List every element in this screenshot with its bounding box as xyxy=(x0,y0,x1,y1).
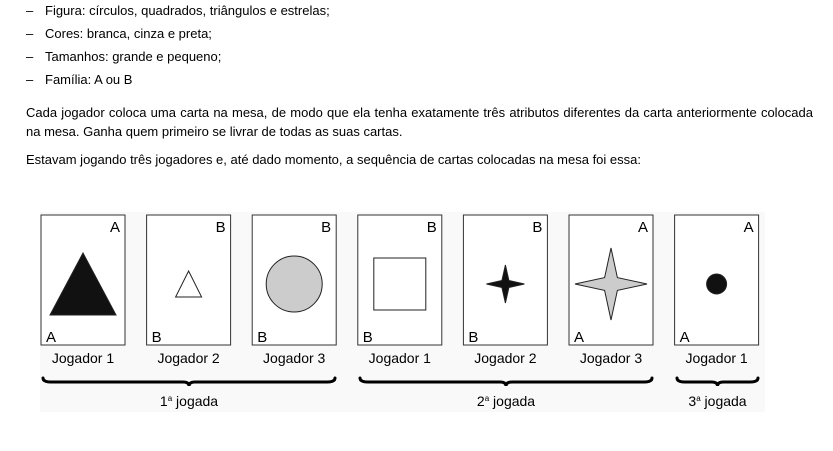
card-family-bottom-label: B xyxy=(362,329,373,346)
round-number: 1 xyxy=(159,393,168,409)
rules-paragraph: Cada jogador coloca uma carta na mesa, de modo que ela tenha exatamente três atributos diferentes da carta anteriormente colocada na mesa. Ganha quem primeiro se livrar de todas as suas cartas. xyxy=(26,105,813,139)
round-ordinal: a xyxy=(167,394,173,403)
round-label xyxy=(688,393,746,409)
round-ordinal: a xyxy=(696,394,701,403)
circle-shape xyxy=(707,274,727,294)
list-item xyxy=(26,48,221,66)
round-label-text: jogada xyxy=(172,393,219,409)
card-family-top-label: A xyxy=(109,219,120,236)
player-label: Jogador 2 xyxy=(157,350,220,366)
card-sequence-figure xyxy=(40,212,765,412)
card-sequence-svg xyxy=(40,212,765,412)
card-family-top-label: B xyxy=(321,219,332,236)
list-item xyxy=(26,71,132,89)
round-label xyxy=(477,393,535,409)
list-item-text: Tamanhos: grande e pequeno; xyxy=(45,49,222,64)
card-family-bottom-label: A xyxy=(46,329,57,346)
list-item-text: Figura: círculos, quadrados, triângulos e estrelas; xyxy=(45,3,330,18)
list-dash: – xyxy=(26,49,34,64)
card xyxy=(252,215,336,366)
player-label: Jogador 1 xyxy=(51,350,115,366)
card xyxy=(358,215,442,366)
card-family-bottom-label: B xyxy=(257,329,268,346)
round-brace xyxy=(360,378,652,386)
round-label-text: jogada xyxy=(700,393,747,409)
card-family-top-label: A xyxy=(743,219,754,236)
card-family-bottom-label: B xyxy=(468,329,479,346)
list-item-text: Cores: branca, cinza e preta; xyxy=(45,26,212,41)
card xyxy=(463,215,547,366)
card-family-top-label: A xyxy=(637,219,648,236)
round-brace xyxy=(43,378,335,386)
round-brace xyxy=(677,378,758,386)
player-label: Jogador 1 xyxy=(368,350,431,366)
card-family-top-label: B xyxy=(426,219,437,236)
card-family-top-label: B xyxy=(215,219,226,236)
list-item xyxy=(26,2,330,20)
card-family-bottom-label: A xyxy=(679,329,690,346)
player-label: Jogador 1 xyxy=(685,350,748,366)
round-label xyxy=(160,393,218,409)
list-item-text: Família: A ou B xyxy=(45,72,133,87)
intro-paragraph: Estavam jogando três jogadores e, até dado momento, a sequência de cartas colocadas na mesa foi essa: xyxy=(26,152,641,167)
player-label: Jogador 3 xyxy=(579,350,643,366)
card-family-bottom-label: B xyxy=(151,329,162,346)
list-dash: – xyxy=(26,72,34,87)
round-ordinal: a xyxy=(484,394,490,403)
round-number: 3 xyxy=(688,393,697,409)
card-family-top-label: B xyxy=(532,219,543,236)
card-family-bottom-label: A xyxy=(574,329,585,346)
round-label-text: jogada xyxy=(489,393,536,409)
player-label: Jogador 2 xyxy=(474,350,537,366)
card xyxy=(41,215,125,366)
list-dash: – xyxy=(26,26,34,41)
list-dash: – xyxy=(26,3,34,18)
round-number: 2 xyxy=(476,393,485,409)
circle-shape xyxy=(266,256,322,312)
card xyxy=(675,215,759,366)
square-shape xyxy=(374,258,426,310)
list-item xyxy=(26,25,212,43)
card xyxy=(147,215,231,366)
card xyxy=(569,215,653,366)
player-label: Jogador 3 xyxy=(263,350,326,366)
